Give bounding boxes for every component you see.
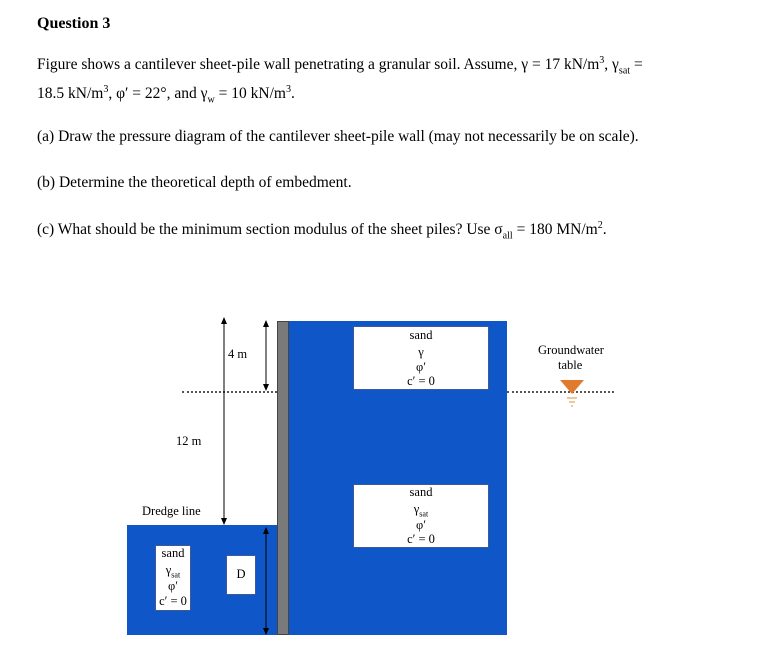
part-c: (c) What should be the minimum section modulus of the sheet piles? Use $\sigma_{all} = 180$ $MN/m^2$. (37, 220, 607, 242)
part-a: (a) Draw the pressure diagram of the cantilever sheet-pile wall (may not necessarily be on scale). (37, 128, 639, 145)
dim-D-box (226, 555, 256, 595)
soil-left-name: sand (161, 546, 185, 560)
soil-left-phi: φ′ (168, 579, 178, 593)
soil-top-cohesion: c′ = 0 (407, 374, 435, 388)
soil-mid-name: sand (409, 485, 433, 499)
soil-box-mid (353, 484, 489, 548)
dim-D-label: D (236, 567, 246, 581)
soil-top-name: sand (409, 328, 433, 342)
soil-box-top (353, 326, 489, 390)
soil-left-gamma: $\gamma_{sat}$ (165, 563, 181, 580)
dim-4m-label: 4 m (228, 347, 248, 361)
dredge-line-label: Dredge line (142, 504, 201, 518)
water-table-icon (558, 378, 586, 410)
soil-left-cohesion: c′ = 0 (159, 594, 187, 608)
part-b: (b) Determine the theoretical depth of embedment. (37, 174, 352, 191)
soil-box-left (155, 545, 191, 611)
question-heading: Question 3 (37, 15, 111, 32)
intro-line-2: 18.5 $kN/m^3$, φ′ = 22°, and $\gamma_w = 10$ $kN/m^3$. (37, 84, 295, 106)
groundwater-label-2: table (558, 358, 583, 372)
soil-mid-phi: φ′ (416, 518, 426, 532)
dim-12m-label: 12 m (176, 434, 202, 448)
soil-top-phi: φ′ (416, 360, 426, 374)
soil-mid-gamma: $\gamma_{sat}$ (413, 502, 429, 519)
intro-line-1: Figure shows a cantilever sheet-pile wall penetrating a granular soil. Assume, γ = 17 $kN/m^3$, $\gamma_{sat}$ = (37, 55, 643, 77)
groundwater-label: Groundwater (538, 343, 604, 357)
soil-mid-cohesion: c′ = 0 (407, 532, 435, 546)
soil-top-gamma: γ (418, 345, 424, 359)
